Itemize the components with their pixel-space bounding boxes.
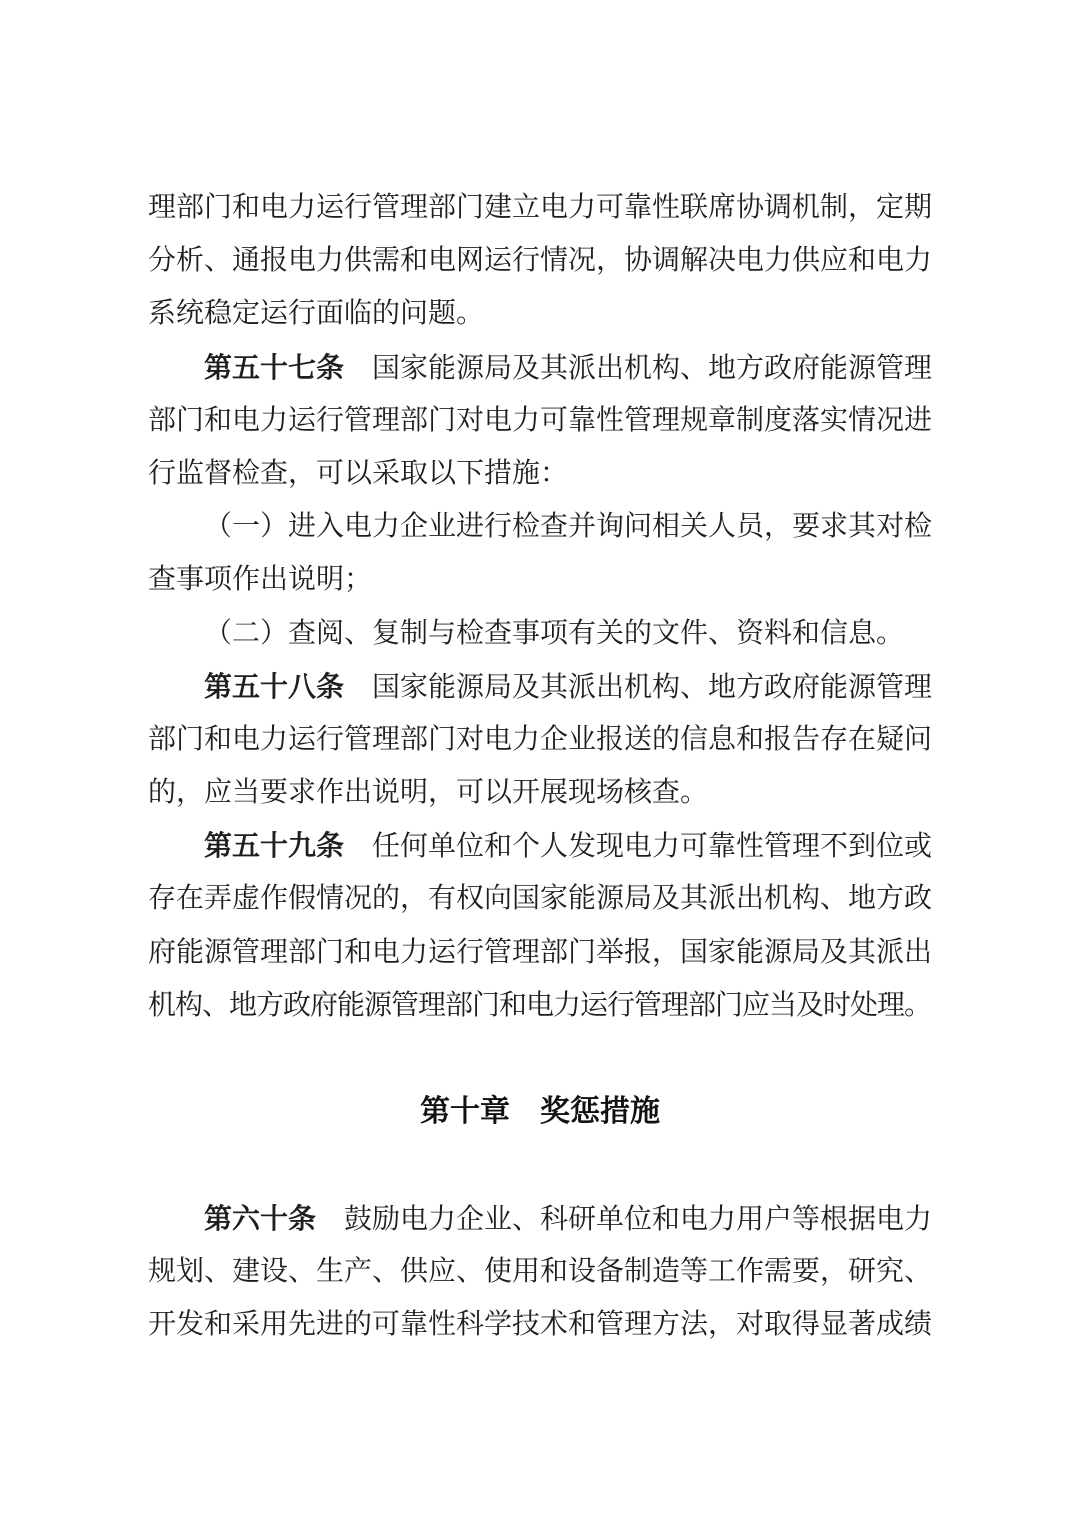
article-59-first-line bbox=[148, 819, 932, 872]
text-line: 部门和电力运行管理部门对电力可靠性管理规章制度落实情况进 bbox=[148, 404, 933, 436]
blank-line bbox=[148, 1138, 932, 1191]
list-item-two: （二）查阅、复制与检查事项有关的文件、资料和信息。 bbox=[204, 617, 905, 649]
article-number: 第六十条 bbox=[204, 1202, 317, 1234]
blank-line bbox=[148, 1032, 932, 1085]
text-line: 规划、建设、生产、供应、使用和设备制造等工作需要，研究、 bbox=[148, 1255, 933, 1287]
text-line: 查事项作出说明； bbox=[148, 564, 373, 596]
article-57-first-line bbox=[148, 341, 932, 394]
text-line: 开发和采用先进的可靠性科学技术和管理方法，对取得显著成绩 bbox=[148, 1308, 933, 1340]
document-body bbox=[148, 181, 932, 1351]
article-text: 国家能源局及其派出机构、地方政府能源管理 bbox=[372, 352, 933, 384]
text-line: 系统稳定运行面临的问题。 bbox=[148, 298, 485, 330]
text-line: 存在弄虚作假情况的，有权向国家能源局及其派出机构、地方政 bbox=[148, 883, 933, 915]
article-number: 第五十九条 bbox=[204, 830, 345, 862]
chapter-heading: 第十章 奖惩措施 bbox=[420, 1095, 660, 1129]
article-60-first-line bbox=[148, 1192, 932, 1245]
text-line: 的，应当要求作出说明，可以开展现场核查。 bbox=[148, 777, 709, 809]
text-line: 分析、通报电力供需和电网运行情况，协调解决电力供应和电力 bbox=[148, 245, 933, 277]
article-text: 国家能源局及其派出机构、地方政府能源管理 bbox=[372, 671, 933, 703]
article-number: 第五十八条 bbox=[204, 670, 345, 702]
article-58-first-line bbox=[148, 660, 932, 713]
text-line: 理部门和电力运行管理部门建立电力可靠性联席协调机制，定期 bbox=[148, 192, 933, 223]
article-text: 任何单位和个人发现电力可靠性管理不到位或 bbox=[372, 831, 933, 863]
article-number: 第五十七条 bbox=[204, 351, 345, 383]
text-line: 府能源管理部门和电力运行管理部门举报，国家能源局及其派出 bbox=[148, 936, 933, 968]
article-text: 鼓励电力企业、科研单位和电力用户等根据电力 bbox=[344, 1203, 933, 1235]
text-line: 部门和电力运行管理部门对电力企业报送的信息和报告存在疑问 bbox=[148, 723, 933, 755]
text-line: 行监督检查，可以采取以下措施： bbox=[148, 457, 569, 489]
text-line: 机构、地方政府能源管理部门和电力运行管理部门应当及时处理。 bbox=[148, 989, 932, 1021]
list-item-one: （一）进入电力企业进行检查并询问相关人员，要求其对检 bbox=[204, 511, 933, 543]
